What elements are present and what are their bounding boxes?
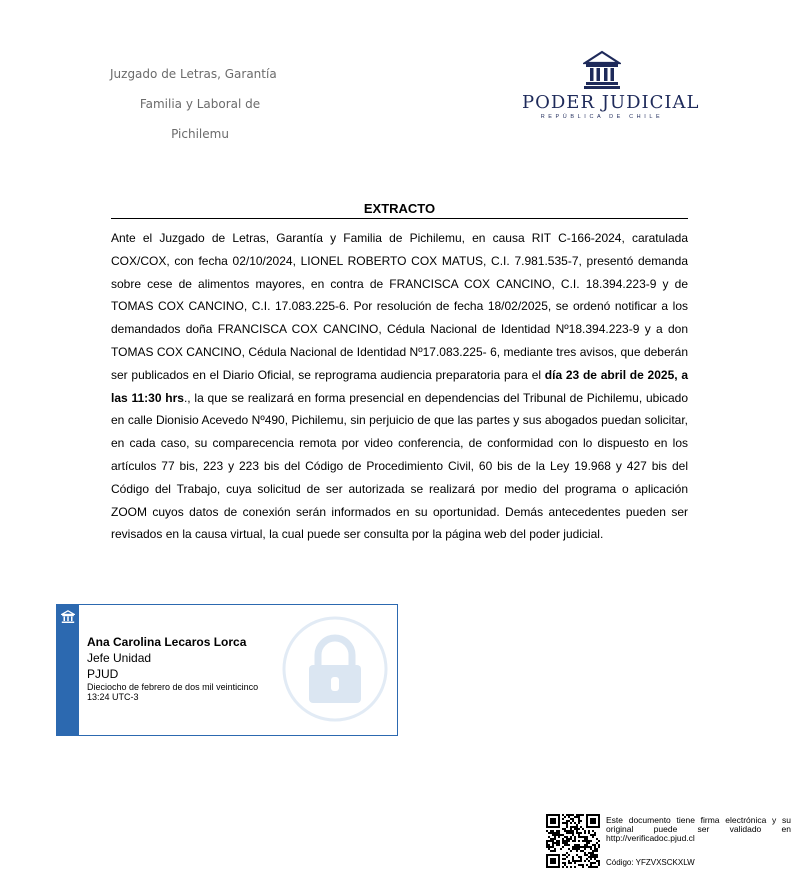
signature-time: 13:24 UTC-3	[87, 692, 139, 702]
verification-code: Código: YFZVXSCKXLW	[606, 858, 695, 867]
signature-box	[56, 604, 398, 736]
signer-role: Jefe Unidad	[87, 651, 152, 665]
body-text-part-2: ., la que se realizará en forma presencial en dependencias del Tribunal de Pichilemu, ubicado en calle Dionisio Acevedo Nº490, Pichilemu, sin perjuicio de que las partes y sus abogados puedan solicitar, en cada caso, su comparecencia remota por video conferencia, de conformidad con lo dispuesto en los artículos 77 bis, 223 y 223 bis del Código de Procedimiento Civil, 60 bis de la Ley 19.968 y 427 bis del Código del Trabajo, cuya solicitud de ser autorizada se realizará por medio del programa o aplicación ZOOM cuyos datos de conexión serán informados en su oportunidad. Demás antecedentes pueden ser revisados en la causa virtual, la cual puede ser consulta por la página web del poder judicial.	[111, 390, 688, 542]
court-header	[95, 62, 305, 152]
document-title: EXTRACTO	[111, 201, 688, 219]
logo-title: PODER JUDICIAL	[522, 92, 700, 113]
signer-name: Ana Carolina Lecaros Lorca	[87, 635, 247, 649]
poder-judicial-logo	[522, 50, 700, 120]
qr-code-icon	[546, 814, 600, 868]
qr-code-modules	[546, 814, 600, 868]
logo-subtitle: REPÚBLICA DE CHILE	[540, 114, 664, 120]
padlock-icon	[279, 613, 391, 725]
signature-details	[87, 634, 258, 702]
body-text-part-1: Ante el Juzgado de Letras, Garantía y Familia de Pichilemu, en causa RIT C-166-2024, caratulada COX/COX, con fecha 02/10/2024, LIONEL ROBERTO COX MATUS, C.I. 7.981.535-7, presentó demanda sobre cese de alimentos mayores, en contra de FRANCISCA COX CANCINO, C.I. 18.394.223-9 y de TOMAS COX CANCINO, C.I. 17.083.225-6. Por resolución de fecha 18/02/2025, se ordenó notificar a los demandados doña FRANCISCA COX CANCINO, Cédula Nacional de Identidad Nº18.394.223-9 y a don TOMAS COX CANCINO, Cédula Nacional de Identidad Nº17.083.225- 6, mediante tres avisos, que deberán ser publicados en el Diario Oficial, se reprograma audiencia preparatoria para el	[111, 231, 688, 382]
court-name-line-3: Pichilemu	[171, 127, 229, 141]
courthouse-icon	[583, 50, 621, 90]
signer-organization: PJUD	[87, 667, 119, 681]
hearing-date-emphasis: día 23 de abril de 2025, a las 11:30 hrs	[111, 367, 688, 405]
signature-date: Dieciocho de febrero de dos mil veinticinco	[87, 682, 259, 692]
document-body	[111, 227, 688, 546]
court-name-line-2: Familia y Laboral de	[139, 97, 261, 111]
courthouse-icon	[61, 610, 75, 624]
court-name-line-1: Juzgado de Letras, Garantía	[110, 67, 277, 81]
verification-note: Este documento tiene firma electrónica y su original puede ser validado en http://verificadoc.pjud.cl	[606, 815, 791, 843]
signature-sidebar	[57, 605, 79, 735]
